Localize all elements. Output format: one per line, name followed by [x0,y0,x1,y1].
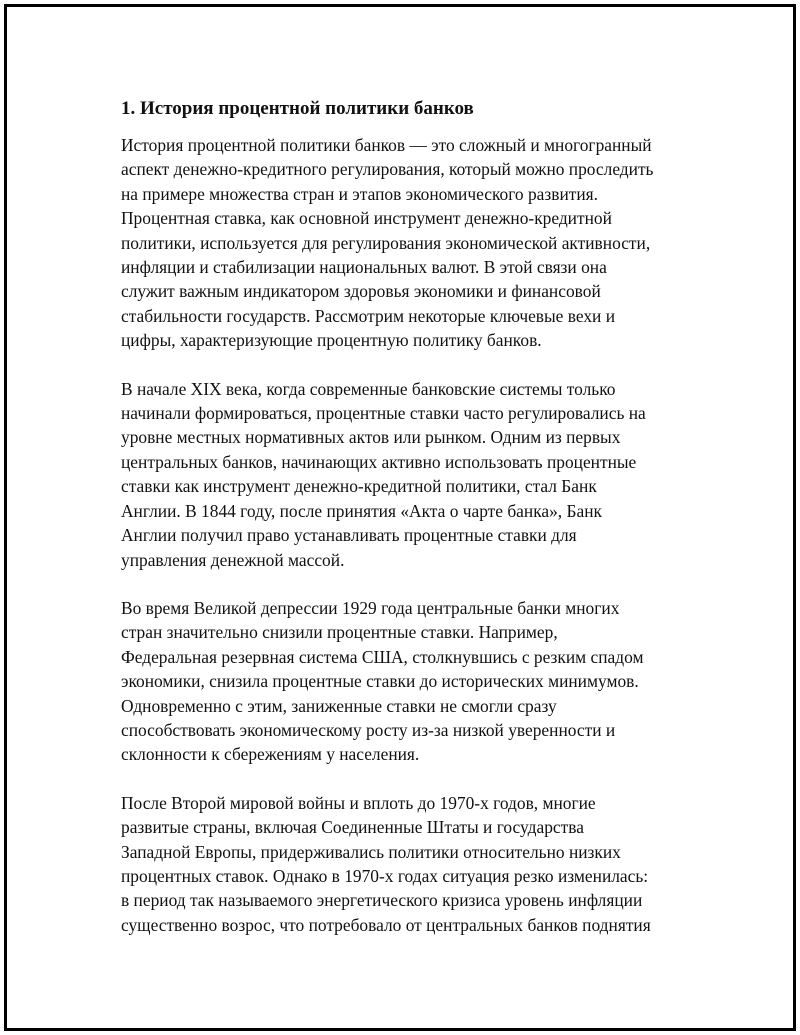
text-line: служит важным индикатором здоровья экономики и финансовой [121,281,601,302]
text-line: в период так называемого энергетического кризиса уровень инфляции [121,890,643,911]
text-line: Англии. В 1844 году, после принятия «Акта о чарте банка», Банк [121,500,602,521]
paragraph-3 [121,596,701,767]
text-line: Одновременно с этим, заниженные ставки не смогли сразу [121,695,557,716]
text-line: процентных ставок. Однако в 1970-х годах ситуация резко изменилась: [121,865,649,886]
text-line: политики, используется для регулирования экономической активности, [121,232,651,253]
text-line: начинали формироваться, процентные ставки часто регулировались на [121,403,646,424]
text-line: Во время Великой депрессии 1929 года центральные банки многих [121,597,620,618]
text-line: склонности к сбережениям у населения. [121,744,420,765]
paragraph-4 [121,791,701,937]
paragraph-1 [121,133,701,353]
text-line: стран значительно снизили процентные ставки. Например, [121,622,558,643]
text-line: История процентной политики банков — это сложный и многогранный [121,135,652,155]
text-line: на примере множества стран и этапов экономического развития. [121,183,599,204]
text-line: развитые страны, включая Соединенные Штаты и государства [121,817,584,838]
text-line: стабильности государств. Рассмотрим некоторые ключевые вехи и [121,305,616,326]
text-line: Федеральная резервная система США, столкнувшись с резким спадом [121,646,644,667]
text-line: уровне местных нормативных актов или рынком. Одним из первых [121,427,621,448]
text-line: аспект денежно-кредитного регулирования, который можно проследить [121,159,654,180]
text-line: Процентная ставка, как основной инструмент денежно-кредитной [121,208,612,229]
document-body [121,95,701,961]
text-line: После Второй мировой войны и вплоть до 1970-х годов, многие [121,792,596,813]
text-line: В начале XIX века, когда современные банковские системы только [121,378,616,399]
text-line: Западной Европы, придерживались политики относительно низких [121,841,621,862]
text-line: экономики, снизила процентные ставки до исторических минимумов. [121,671,639,692]
text-line: цифры, характеризующие процентную политику банков. [121,330,542,351]
text-line: управления денежной массой. [121,549,345,570]
text-line: ставки как инструмент денежно-кредитной политики, стал Банк [121,476,597,497]
paragraph-2 [121,377,701,572]
text-line: центральных банков, начинающих активно использовать процентные [121,451,637,472]
section-title: 1. История процентной политики банков [121,98,474,119]
text-line: Англии получил право устанавливать процентные ставки для [121,525,577,546]
text-line: способствовать экономическому росту из-за низкой уверенности и [121,719,616,740]
text-line: инфляции и стабилизации национальных валют. В этой связи она [121,257,607,278]
page-frame [4,4,796,1031]
text-line: существенно возрос, что потребовало от центральных банков поднятия [121,914,651,935]
